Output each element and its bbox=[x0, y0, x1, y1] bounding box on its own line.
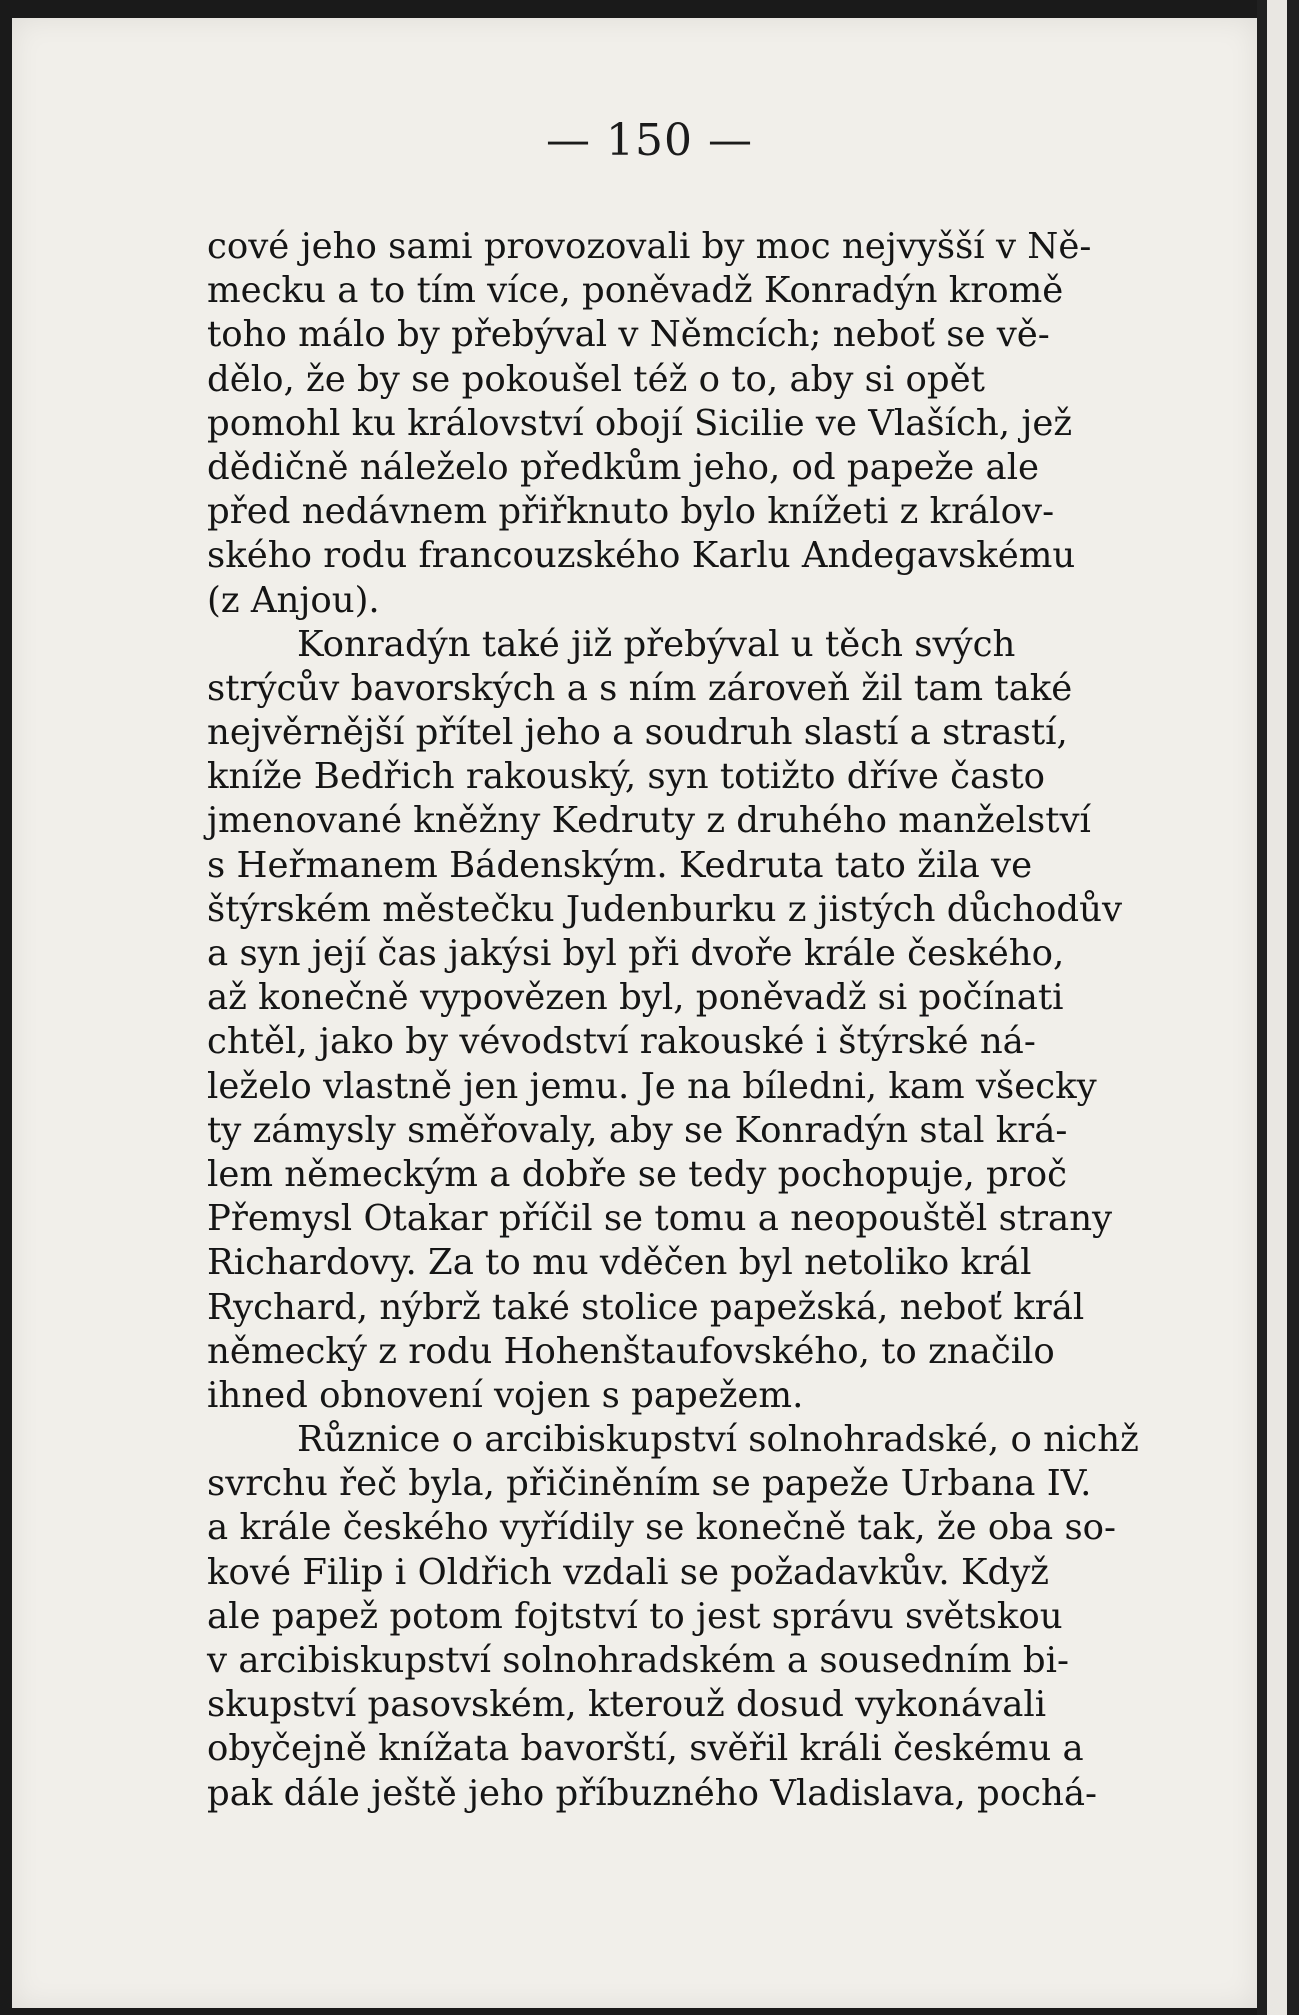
text-line: Konradýn také již přebýval u těch svých bbox=[297, 623, 1016, 665]
text-line: mecku a to tím více, poněvadž Konradýn kromě bbox=[207, 270, 1064, 312]
text-line: jmenované kněžny Kedruty z druhého manželství bbox=[207, 800, 1091, 842]
text-line: Rychard, nýbrž také stolice papežská, neboť král bbox=[207, 1286, 1085, 1328]
text-line: lem německým a dobře se tedy pochopuje, proč bbox=[207, 1153, 1067, 1195]
text-line: ty zámysly směřovaly, aby se Konradýn stal krá- bbox=[207, 1109, 1068, 1151]
text-line: německý z rodu Hohenštaufovského, to značilo bbox=[207, 1330, 1055, 1372]
text-line: obyčejně knížata bavorští, svěřil králi českému a bbox=[207, 1728, 1084, 1770]
text-line: Richardovy. Za to mu vděčen byl netoliko král bbox=[207, 1242, 1032, 1284]
text-line: chtěl, jako by vévodství rakouské i štýrské ná- bbox=[207, 1021, 1036, 1063]
text-line: (z Anjou). bbox=[207, 579, 380, 621]
text-line: v arcibiskupství solnohradském a sousedním bi- bbox=[207, 1640, 1069, 1681]
body-text bbox=[207, 225, 1187, 1816]
text-line: strýcův bavorských a s ním zároveň žil tam také bbox=[207, 667, 1073, 709]
text-line: ihned obnovení vojen s papežem. bbox=[207, 1374, 804, 1416]
text-line: kníže Bedřich rakouský, syn totižto dříve často bbox=[207, 756, 1046, 798]
text-line: toho málo by přebýval v Němcích; neboť se vě- bbox=[207, 314, 1050, 356]
text-line: nejvěrnější přítel jeho a soudruh slastí a strastí, bbox=[207, 712, 1068, 754]
text-line: Různice o arcibiskupství solnohradské, o nichž bbox=[297, 1419, 1139, 1461]
text-line: kové Filip i Oldřich vzdali se požadavkův. Když bbox=[207, 1551, 1049, 1593]
page-number: — 150 — bbox=[546, 115, 753, 166]
text-line: před nedávnem přiřknuto bylo knížeti z králov- bbox=[207, 491, 1055, 533]
text-line: svrchu řeč byla, přičiněním se papeže Urbana IV. bbox=[207, 1463, 1092, 1505]
text-line: až konečně vypovězen byl, poněvadž si počínati bbox=[207, 977, 1064, 1019]
text-line: s Heřmanem Bádenským. Kedruta tato žila ve bbox=[207, 844, 1033, 886]
text-line: pak dále ještě jeho příbuzného Vladislava, pochá- bbox=[207, 1772, 1098, 1814]
text-line: a syn její čas jakýsi byl při dvoře krále českého, bbox=[207, 933, 1065, 974]
text-line: a krále českého vyřídily se konečně tak, že oba so- bbox=[207, 1507, 1117, 1549]
text-line: leželo vlastně jen jemu. Je na bíledni, kam všecky bbox=[207, 1065, 1097, 1107]
text-line: skupství pasovském, kterouž dosud vykonávali bbox=[207, 1684, 1047, 1726]
text-line: dědičně náleželo předkům jeho, od papeže ale bbox=[207, 446, 1040, 488]
text-line: cové jeho sami provozovali by moc nejvyšší v Ně- bbox=[207, 226, 1092, 267]
text-line: pomohl ku království obojí Sicilie ve Vlaších, jež bbox=[207, 402, 1073, 444]
text-line: dělo, že by se pokoušel též o to, aby si opět bbox=[207, 358, 985, 400]
text-line: štýrském městečku Judenburku z jistých důchodův bbox=[207, 888, 1123, 930]
next-page-edge bbox=[1267, 0, 1287, 2015]
text-line: ského rodu francouzského Karlu Andegavskému bbox=[207, 535, 1076, 577]
text-line: ale papež potom fojtství to jest správu světskou bbox=[207, 1595, 1063, 1637]
text-line: Přemysl Otakar příčil se tomu a neopouštěl strany bbox=[207, 1198, 1113, 1240]
